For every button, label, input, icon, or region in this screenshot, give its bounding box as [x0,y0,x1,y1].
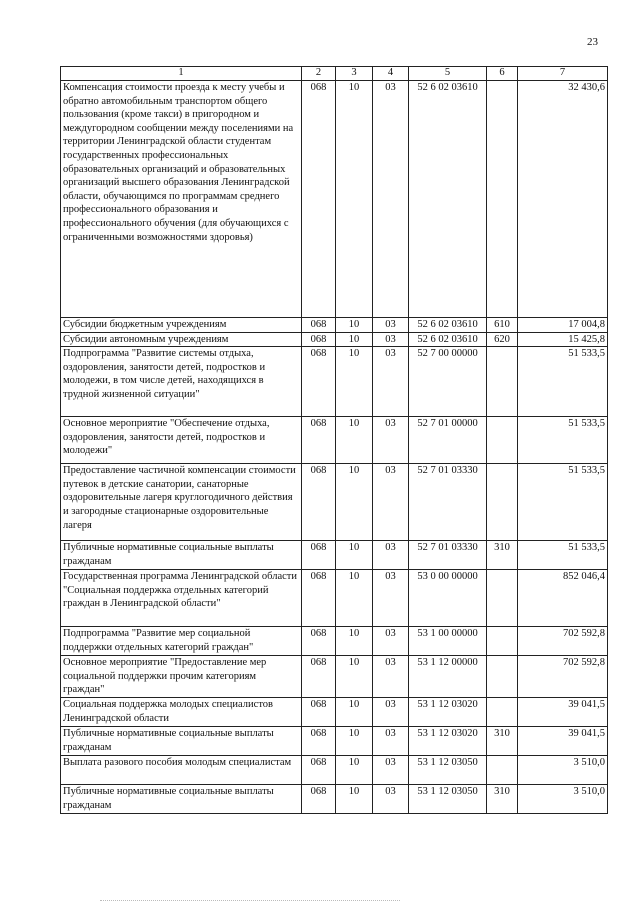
row-name: Подпрограмма "Развитие системы отдыха, оздоровления, занятости детей, подростков и молодежи, в том числе детей, находящихся в трудной жизненной ситуации" [61,347,302,417]
row-rz: 10 [336,698,373,727]
row-vr [487,627,518,656]
row-rz: 10 [336,727,373,756]
header-col-1: 1 [61,67,302,81]
row-name: Публичные нормативные социальные выплаты гражданам [61,727,302,756]
table-row [61,698,608,727]
row-vr [487,347,518,417]
row-vr: 310 [487,785,518,814]
table-row [61,656,608,698]
row-amount: 3 510,0 [518,785,608,814]
row-pr: 03 [373,727,409,756]
row-vr: 610 [487,318,518,333]
row-grbs: 068 [302,81,336,318]
row-name: Субсидии автономным учреждениям [61,332,302,347]
row-rz: 10 [336,627,373,656]
row-grbs: 068 [302,627,336,656]
row-vr [487,698,518,727]
row-pr: 03 [373,318,409,333]
table-row [61,627,608,656]
row-amount: 39 041,5 [518,698,608,727]
row-vr [487,570,518,627]
row-grbs: 068 [302,570,336,627]
row-pr: 03 [373,464,409,541]
table-row [61,464,608,541]
table-row [61,570,608,627]
row-amount: 15 425,8 [518,332,608,347]
row-amount: 51 533,5 [518,417,608,464]
row-name: Публичные нормативные социальные выплаты гражданам [61,541,302,570]
row-vr: 310 [487,541,518,570]
header-row [61,67,608,81]
row-vr [487,417,518,464]
row-rz: 10 [336,347,373,417]
row-vr: 310 [487,727,518,756]
row-pr: 03 [373,627,409,656]
header-col-5: 5 [409,67,487,81]
row-grbs: 068 [302,698,336,727]
table-row [61,785,608,814]
row-grbs: 068 [302,756,336,785]
row-pr: 03 [373,347,409,417]
row-amount: 51 533,5 [518,541,608,570]
budget-table [60,66,608,814]
row-csr: 53 1 12 00000 [409,656,487,698]
row-grbs: 068 [302,785,336,814]
row-csr: 53 1 12 03020 [409,698,487,727]
table-row [61,318,608,333]
row-csr: 52 6 02 03610 [409,81,487,318]
row-vr [487,81,518,318]
row-grbs: 068 [302,318,336,333]
row-grbs: 068 [302,332,336,347]
row-name: Основное мероприятие "Обеспечение отдыха, оздоровления, занятости детей, подростков и молодежи" [61,417,302,464]
header-col-3: 3 [336,67,373,81]
row-csr: 52 7 01 03330 [409,541,487,570]
header-col-7: 7 [518,67,608,81]
row-rz: 10 [336,332,373,347]
row-rz: 10 [336,570,373,627]
row-amount: 852 046,4 [518,570,608,627]
table-row [61,347,608,417]
row-rz: 10 [336,541,373,570]
row-csr: 52 7 01 00000 [409,417,487,464]
row-name: Компенсация стоимости проезда к месту учебы и обратно автомобильным транспортом общего пользования (кроме такси) в пригородном и междугородном сообщении между поселениями на территории Ленинградской области студентам государственных профессиональных образовательных организаций и образовательных организаций высшего образования Ленинградской области, обучающимся по программам среднего профессионального образования и профессионального обучения (для обучающихся с ограниченными возможностями здоровья) [61,81,302,318]
row-vr: 620 [487,332,518,347]
row-pr: 03 [373,417,409,464]
row-name: Подпрограмма "Развитие мер социальной поддержки отдельных категорий граждан" [61,627,302,656]
row-grbs: 068 [302,541,336,570]
row-name: Публичные нормативные социальные выплаты гражданам [61,785,302,814]
row-grbs: 068 [302,656,336,698]
row-pr: 03 [373,332,409,347]
row-pr: 03 [373,785,409,814]
header-col-2: 2 [302,67,336,81]
row-csr: 53 1 12 03050 [409,756,487,785]
row-grbs: 068 [302,417,336,464]
row-rz: 10 [336,656,373,698]
row-amount: 702 592,8 [518,627,608,656]
row-grbs: 068 [302,347,336,417]
row-pr: 03 [373,756,409,785]
row-rz: 10 [336,318,373,333]
row-pr: 03 [373,570,409,627]
table-row [61,756,608,785]
row-grbs: 068 [302,727,336,756]
row-rz: 10 [336,81,373,318]
row-amount: 51 533,5 [518,347,608,417]
row-rz: 10 [336,756,373,785]
row-pr: 03 [373,81,409,318]
row-pr: 03 [373,656,409,698]
table-row [61,332,608,347]
header-col-6: 6 [487,67,518,81]
bottom-scan-line [100,900,400,901]
row-name: Субсидии бюджетным учреждениям [61,318,302,333]
row-name: Основное мероприятие "Предоставление мер социальной поддержки прочим категориям граждан" [61,656,302,698]
row-pr: 03 [373,698,409,727]
row-vr [487,756,518,785]
table-row [61,417,608,464]
row-csr: 53 1 12 03020 [409,727,487,756]
row-grbs: 068 [302,464,336,541]
row-csr: 53 0 00 00000 [409,570,487,627]
row-name: Социальная поддержка молодых специалистов Ленинградской области [61,698,302,727]
table-row [61,727,608,756]
row-amount: 17 004,8 [518,318,608,333]
row-rz: 10 [336,417,373,464]
row-csr: 52 6 02 03610 [409,332,487,347]
table-row [61,541,608,570]
row-amount: 51 533,5 [518,464,608,541]
row-pr: 03 [373,541,409,570]
row-csr: 53 1 00 00000 [409,627,487,656]
header-col-4: 4 [373,67,409,81]
row-name: Выплата разового пособия молодым специалистам [61,756,302,785]
row-amount: 39 041,5 [518,727,608,756]
row-csr: 52 7 01 03330 [409,464,487,541]
row-rz: 10 [336,464,373,541]
row-vr [487,656,518,698]
row-csr: 53 1 12 03050 [409,785,487,814]
row-name: Государственная программа Ленинградской области "Социальная поддержка отдельных категорий граждан в Ленинградской области" [61,570,302,627]
row-amount: 32 430,6 [518,81,608,318]
row-name: Предоставление частичной компенсации стоимости путевок в детские санатории, санаторные оздоровительные лагеря круглогодичного действия и загородные стационарные оздоровительные лагеря [61,464,302,541]
row-vr [487,464,518,541]
row-rz: 10 [336,785,373,814]
row-csr: 52 7 00 00000 [409,347,487,417]
page-number: 23 [587,36,598,48]
row-csr: 52 6 02 03610 [409,318,487,333]
row-amount: 3 510,0 [518,756,608,785]
table-row [61,81,608,318]
row-amount: 702 592,8 [518,656,608,698]
